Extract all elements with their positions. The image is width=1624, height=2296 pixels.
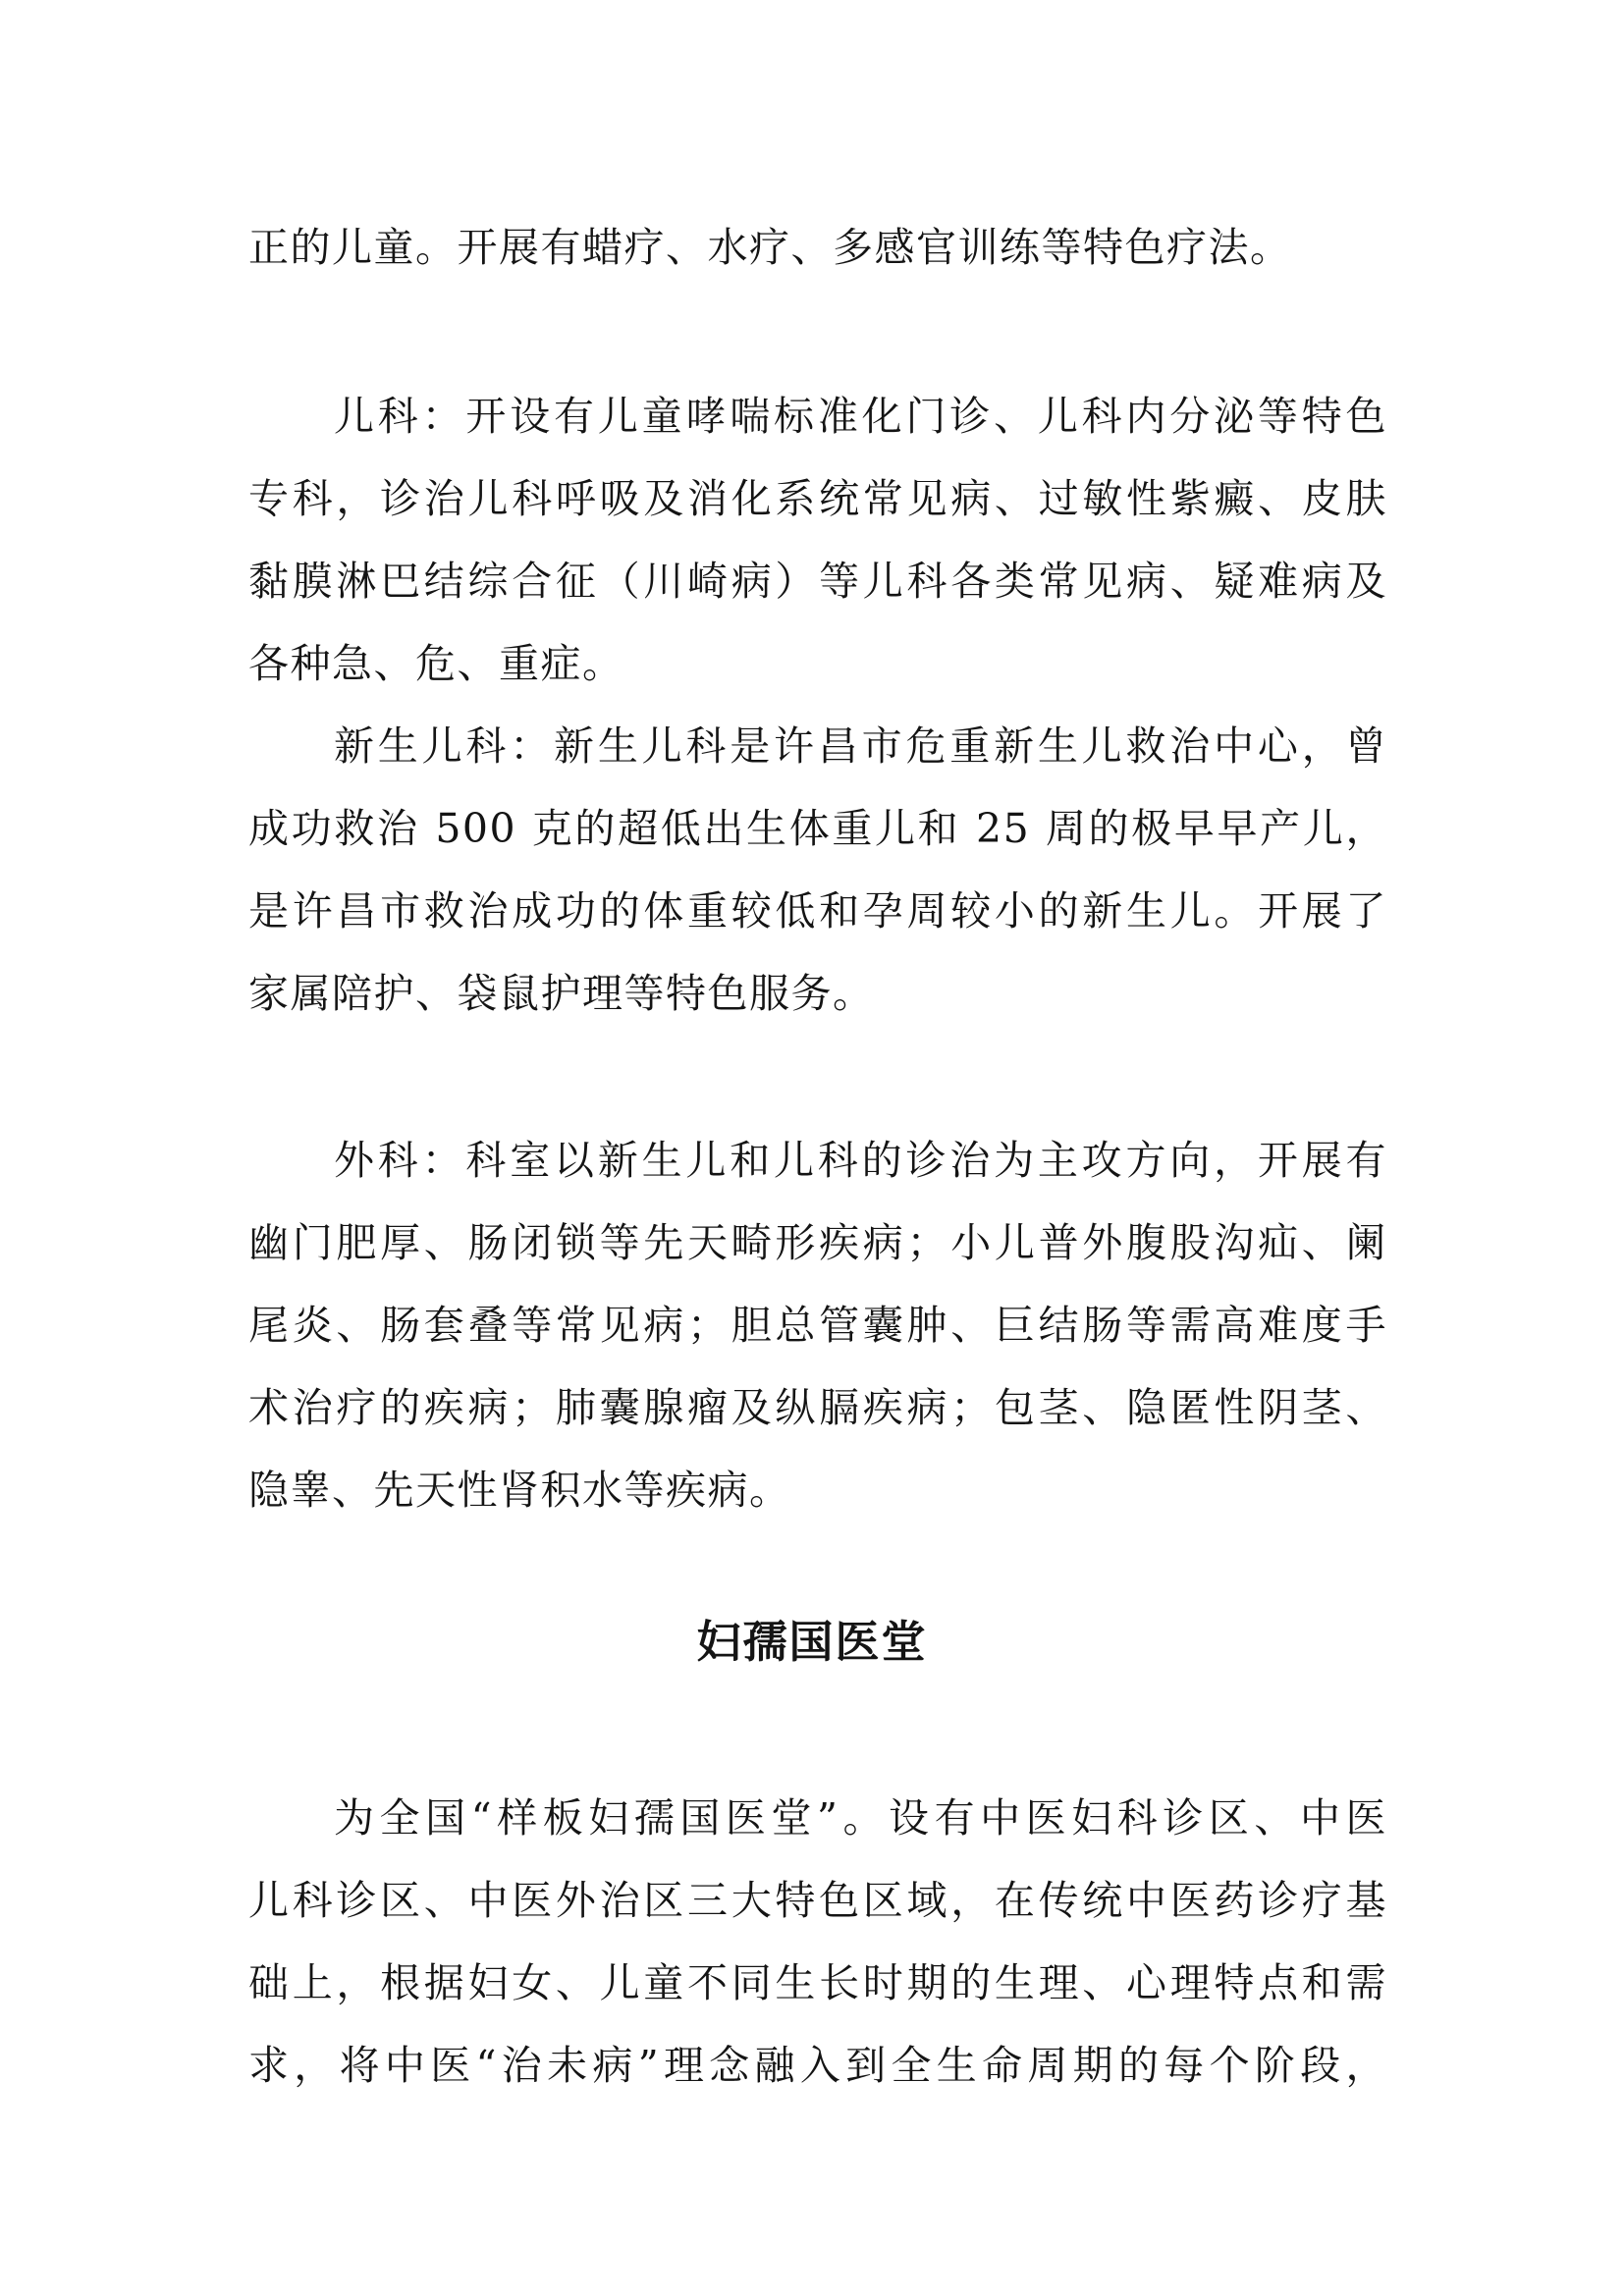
paragraph-line: 外科：科室以新生儿和儿科的诊治为主攻方向，开展有 (334, 1137, 1387, 1184)
paragraph-line: 隐睾、先天性肾积水等疾病。 (248, 1467, 791, 1514)
paragraph-line: 正的儿童。开展有蜡疗、水疗、多感官训练等特色疗法。 (248, 224, 1292, 271)
paragraph-line: 家属陪护、袋鼠护理等特色服务。 (248, 970, 875, 1017)
paragraph-line: 成功救治 500 克的超低出生体重儿和 25 周的极早早产儿， (248, 805, 1387, 852)
paragraph-line: 各种急、危、重症。 (248, 640, 624, 687)
paragraph-line: 新生儿科：新生儿科是许昌市危重新生儿救治中心，曾 (334, 722, 1387, 770)
paragraph-line: 黏膜淋巴结综合征（川崎病）等儿科各类常见病、疑难病及 (248, 558, 1387, 605)
paragraph-line: 础上，根据妇女、儿童不同生长时期的生理、心理特点和需 (248, 1959, 1387, 2006)
paragraph-line: 专科，诊治儿科呼吸及消化系统常见病、过敏性紫癜、皮肤 (248, 475, 1387, 522)
paragraph-line: 求，将中医“治未病”理念融入到全生命周期的每个阶段， (248, 2042, 1387, 2089)
paragraph-line: 尾炎、肠套叠等常见病；胆总管囊肿、巨结肠等需高难度手 (248, 1302, 1387, 1349)
paragraph-line: 儿科诊区、中医外治区三大特色区域，在传统中医药诊疗基 (248, 1877, 1387, 1924)
section-title: 妇孺国医堂 (696, 1616, 928, 1668)
paragraph-line: 为全国“样板妇孺国医堂”。设有中医妇科诊区、中医 (334, 1794, 1387, 1842)
paragraph-line: 是许昌市救治成功的体重较低和孕周较小的新生儿。开展了 (248, 887, 1387, 934)
paragraph-line: 儿科：开设有儿童哮喘标准化门诊、儿科内分泌等特色 (334, 393, 1387, 440)
paragraph-line: 幽门肥厚、肠闭锁等先天畸形疾病；小儿普外腹股沟疝、阑 (248, 1219, 1387, 1266)
paragraph-line: 术治疗的疾病；肺囊腺瘤及纵膈疾病；包茎、隐匿性阴茎、 (248, 1384, 1387, 1431)
